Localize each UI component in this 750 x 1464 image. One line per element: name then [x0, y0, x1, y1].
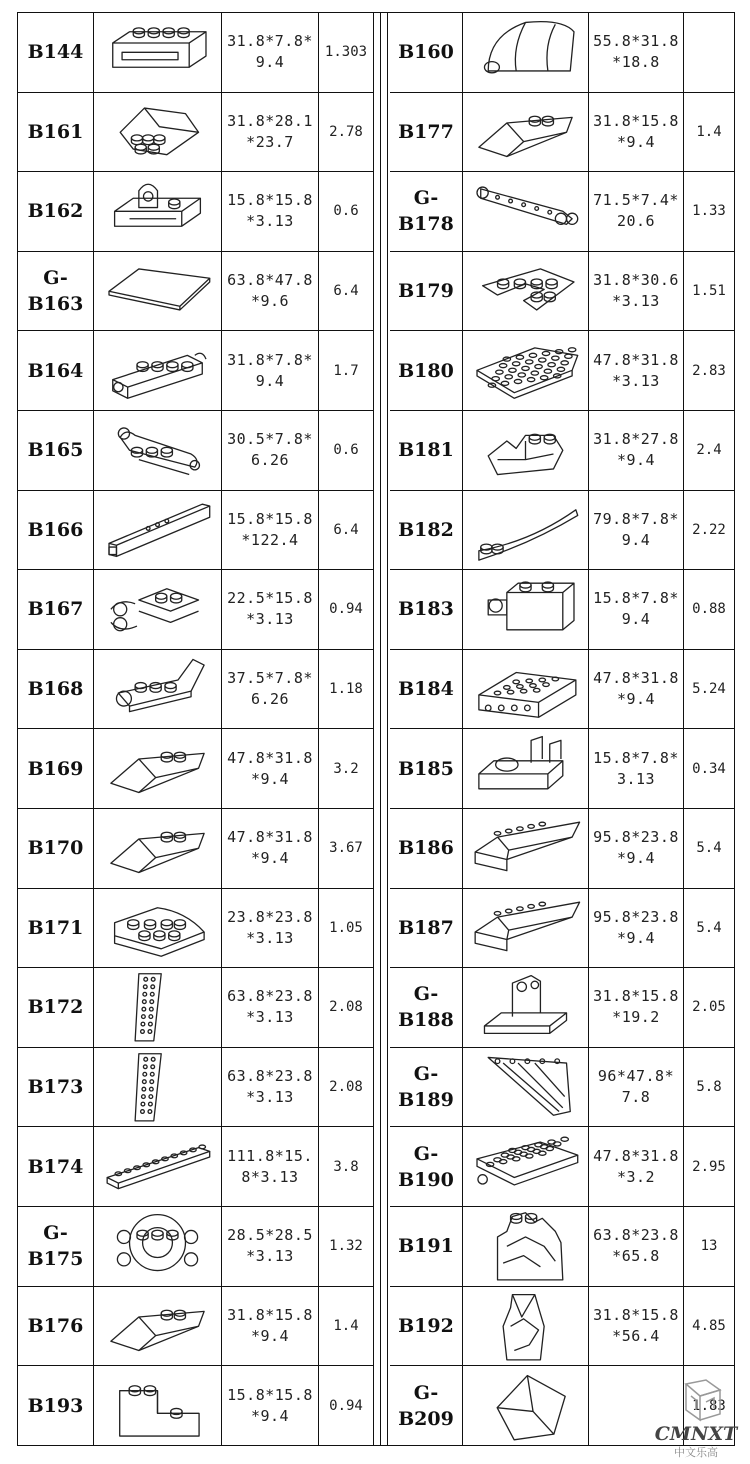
part-image — [463, 1048, 589, 1127]
table-row — [18, 809, 373, 889]
part-weight: 3.8 — [333, 1158, 359, 1175]
part-image — [94, 491, 222, 570]
part-code: G- B163 — [18, 252, 94, 331]
part-dimensions: 95.8*23.8 *9.4 — [589, 889, 684, 968]
table-row — [390, 93, 734, 173]
part-code: B177 — [390, 93, 463, 172]
wedge-plate-icon — [465, 333, 586, 408]
part-code: B192 — [390, 1287, 463, 1366]
table-row — [18, 889, 373, 969]
round-plate-icon — [96, 891, 219, 966]
table-row — [390, 1048, 734, 1128]
plate-brick-icon — [96, 15, 219, 90]
table-row — [18, 13, 373, 93]
part-weight: 2.83 — [692, 362, 726, 379]
part-image — [463, 570, 589, 649]
part-image — [94, 968, 222, 1047]
part-code: B174 — [18, 1127, 94, 1206]
notch-plate-icon — [465, 254, 586, 329]
table-row — [18, 331, 373, 411]
part-dimensions: 22.5*15.8 *3.13 — [222, 570, 319, 649]
part-code: B179 — [390, 252, 463, 331]
table-row — [18, 1207, 373, 1287]
part-code: B171 — [18, 889, 94, 968]
part-weight: 1.33 — [692, 203, 726, 220]
parts-table — [17, 12, 735, 1446]
part-weight: 1.303 — [324, 44, 368, 61]
part-image — [463, 809, 589, 888]
part-image — [463, 13, 589, 92]
parts-table-right — [390, 13, 734, 1445]
curved-arm-icon — [96, 652, 219, 727]
part-dimensions: 15.8*15.8 *3.13 — [222, 172, 319, 251]
table-row — [18, 570, 373, 650]
part-image — [94, 331, 222, 410]
part-code: B172 — [18, 968, 94, 1047]
part-code: B182 — [390, 491, 463, 570]
slope-plate-icon — [96, 95, 219, 170]
part-dimensions: 47.8*31.8 *9.4 — [222, 729, 319, 808]
table-row — [390, 331, 734, 411]
part-code: B169 — [18, 729, 94, 808]
part-weight: 1.4 — [696, 123, 722, 140]
part-image — [94, 1287, 222, 1366]
part-image — [463, 650, 589, 729]
part-dimensions: 63.8*23.8 *3.13 — [222, 1048, 319, 1127]
part-image — [94, 1127, 222, 1206]
table-row — [18, 1287, 373, 1367]
part-code: G- B190 — [390, 1127, 463, 1206]
clip-brick-icon — [465, 572, 586, 647]
part-code: B193 — [18, 1366, 94, 1446]
part-image — [94, 252, 222, 331]
part-weight: 0.6 — [333, 203, 359, 220]
part-weight: 0.34 — [692, 760, 726, 777]
watermark-sub: 中文乐高 — [674, 1446, 718, 1459]
studded-plate-icon — [465, 1129, 586, 1204]
table-row — [18, 491, 373, 571]
part-dimensions: 15.8*7.8* 9.4 — [589, 570, 684, 649]
part-dimensions: 63.8*23.8 *65.8 — [589, 1207, 684, 1286]
part-code: B183 — [390, 570, 463, 649]
part-dimensions: 63.8*23.8 *3.13 — [222, 968, 319, 1047]
part-dimensions: 23.8*23.8 *3.13 — [222, 889, 319, 968]
round-frame-icon — [96, 1209, 219, 1284]
part-code: B176 — [18, 1287, 94, 1366]
part-code: B160 — [390, 13, 463, 92]
part-image — [94, 93, 222, 172]
wedge-slope-icon — [96, 731, 219, 806]
technic-brick-icon — [465, 652, 586, 727]
part-image — [463, 93, 589, 172]
part-weight: 2.95 — [692, 1158, 726, 1175]
table-row — [390, 1207, 734, 1287]
table-row — [18, 968, 373, 1048]
part-weight: 1.32 — [329, 1238, 363, 1255]
table-row — [18, 1127, 373, 1207]
part-image — [94, 1048, 222, 1127]
part-weight: 1.51 — [692, 283, 726, 300]
part-image — [463, 968, 589, 1047]
part-weight: 2.4 — [696, 442, 722, 459]
part-weight: 0.94 — [329, 601, 363, 618]
part-dimensions: 63.8*47.8 *9.6 — [222, 252, 319, 331]
part-code: B185 — [390, 729, 463, 808]
part-image — [463, 1127, 589, 1206]
part-image — [94, 1366, 222, 1446]
part-code: B166 — [18, 491, 94, 570]
part-image — [463, 331, 589, 410]
table-row — [390, 809, 734, 889]
column-divider — [380, 13, 381, 1445]
table-row — [390, 729, 734, 809]
part-image — [463, 1366, 589, 1446]
part-code: B168 — [18, 650, 94, 729]
part-weight: 5.4 — [696, 840, 722, 857]
part-weight: 0.6 — [333, 442, 359, 459]
clip-plate-icon — [96, 174, 219, 249]
table-row — [390, 968, 734, 1048]
part-weight: 2.05 — [692, 999, 726, 1016]
long-wedge-icon — [465, 811, 586, 886]
table-row — [18, 172, 373, 252]
part-code: B170 — [18, 809, 94, 888]
rock-column-icon — [465, 1289, 586, 1364]
claw-plate-icon — [96, 572, 219, 647]
part-weight: 1.4 — [333, 1317, 359, 1334]
column-divider — [387, 13, 388, 1445]
part-dimensions: 15.8*15.8 *122.4 — [222, 491, 319, 570]
part-dimensions: 31.8*7.8* 9.4 — [222, 331, 319, 410]
table-row — [390, 1127, 734, 1207]
stand-bracket-icon — [465, 970, 586, 1045]
long-beam-icon — [96, 493, 219, 568]
link-bar-icon — [465, 174, 586, 249]
part-image — [94, 411, 222, 490]
part-weight: 6.4 — [333, 283, 359, 300]
part-dimensions: 95.8*23.8 *9.4 — [589, 809, 684, 888]
part-weight: 3.2 — [333, 760, 359, 777]
part-weight — [684, 13, 734, 92]
column-divider — [373, 13, 374, 1445]
table-row — [18, 411, 373, 491]
part-weight: 2.78 — [329, 123, 363, 140]
table-row — [390, 491, 734, 571]
part-image — [463, 411, 589, 490]
part-code: G- B178 — [390, 172, 463, 251]
part-image — [94, 570, 222, 649]
part-dimensions: 111.8*15. 8*3.13 — [222, 1127, 319, 1206]
table-row — [18, 1366, 373, 1446]
part-code: B165 — [18, 411, 94, 490]
watermark-brand: CMNXT — [654, 1423, 738, 1445]
part-dimensions: 31.8*30.6 *3.13 — [589, 252, 684, 331]
part-weight: 1.18 — [329, 681, 363, 698]
part-dimensions: 15.8*7.8* 3.13 — [589, 729, 684, 808]
cube-logo-icon — [648, 1376, 744, 1460]
part-code: B161 — [18, 93, 94, 172]
part-image — [94, 889, 222, 968]
corner-brick-icon — [96, 1368, 219, 1444]
part-code: B191 — [390, 1207, 463, 1286]
table-row — [18, 252, 373, 332]
part-dimensions: 47.8*31.8 *3.13 — [589, 331, 684, 410]
part-code: B162 — [18, 172, 94, 251]
nose-cone-icon — [465, 15, 586, 90]
wedge-slope-icon — [96, 811, 219, 886]
part-dimensions: 47.8*31.8 *3.2 — [589, 1127, 684, 1206]
part-image — [463, 889, 589, 968]
table-row — [390, 1287, 734, 1367]
part-image — [463, 491, 589, 570]
part-code: G- B189 — [390, 1048, 463, 1127]
long-wedge-icon — [465, 891, 586, 966]
part-code: B181 — [390, 411, 463, 490]
wedge-slope-icon — [465, 95, 586, 170]
part-dimensions: 15.8*15.8 *9.4 — [222, 1366, 319, 1446]
part-weight: 4.85 — [692, 1317, 726, 1334]
flat-tile-icon — [96, 254, 219, 329]
part-dimensions: 31.8*15.8 *19.2 — [589, 968, 684, 1047]
part-image — [463, 1287, 589, 1366]
part-weight: 6.4 — [333, 521, 359, 538]
wedge-slope-icon — [96, 1289, 219, 1364]
curved-tile-icon — [465, 493, 586, 568]
crane-arm-icon — [465, 1050, 586, 1125]
part-image — [463, 1207, 589, 1286]
part-weight: 0.94 — [329, 1397, 363, 1414]
parts-table-left — [18, 13, 373, 1445]
part-dimensions: 30.5*7.8* 6.26 — [222, 411, 319, 490]
part-dimensions: 31.8*7.8* 9.4 — [222, 13, 319, 92]
part-weight: 2.08 — [329, 1079, 363, 1096]
part-code: B184 — [390, 650, 463, 729]
table-row — [390, 172, 734, 252]
table-row — [390, 252, 734, 332]
wing-plate-icon — [96, 1050, 219, 1125]
part-dimensions: 31.8*27.8 *9.4 — [589, 411, 684, 490]
part-dimensions: 31.8*28.1 *23.7 — [222, 93, 319, 172]
part-weight: 5.4 — [696, 919, 722, 936]
part-image — [463, 172, 589, 251]
part-code: B167 — [18, 570, 94, 649]
table-row — [18, 1048, 373, 1128]
part-code: B164 — [18, 331, 94, 410]
part-image — [94, 809, 222, 888]
part-weight: 2.22 — [692, 521, 726, 538]
part-image — [94, 1207, 222, 1286]
part-image — [94, 650, 222, 729]
rock-panel-icon — [465, 1209, 586, 1284]
hinge-plate-icon — [465, 731, 586, 806]
part-weight: 5.8 — [696, 1079, 722, 1096]
part-dimensions: 28.5*28.5 *3.13 — [222, 1207, 319, 1286]
part-image — [463, 252, 589, 331]
part-dimensions: 31.8*15.8 *9.4 — [589, 93, 684, 172]
table-row — [390, 650, 734, 730]
part-weight: 13 — [700, 1238, 718, 1255]
table-row — [390, 570, 734, 650]
part-code: B187 — [390, 889, 463, 968]
part-dimensions: 71.5*7.4* 20.6 — [589, 172, 684, 251]
part-weight: 0.88 — [692, 601, 726, 618]
part-dimensions: 47.8*31.8 *9.4 — [589, 650, 684, 729]
part-image — [94, 729, 222, 808]
bracket-brick-icon — [465, 413, 586, 488]
part-weight: 5.24 — [692, 681, 726, 698]
part-code: G- B175 — [18, 1207, 94, 1286]
long-plate-icon — [96, 1129, 219, 1204]
part-weight: 1.83 — [692, 1397, 726, 1414]
watermark-logo — [648, 1376, 744, 1460]
part-code: B180 — [390, 331, 463, 410]
part-dimensions: 37.5*7.8* 6.26 — [222, 650, 319, 729]
part-dimensions: 79.8*7.8* 9.4 — [589, 491, 684, 570]
part-dimensions: 47.8*31.8 *9.4 — [222, 809, 319, 888]
part-code: B144 — [18, 13, 94, 92]
part-code: G- B209 — [390, 1366, 463, 1446]
part-code: G- B188 — [390, 968, 463, 1047]
bar-plate-icon — [96, 413, 219, 488]
table-row — [390, 889, 734, 969]
table-row — [18, 650, 373, 730]
part-weight: 3.67 — [329, 840, 363, 857]
hinge-brick-icon — [96, 333, 219, 408]
part-weight: 2.08 — [329, 999, 363, 1016]
part-weight: 1.05 — [329, 919, 363, 936]
part-code: B186 — [390, 809, 463, 888]
part-image — [463, 729, 589, 808]
part-dimensions: 31.8*15.8 *9.4 — [222, 1287, 319, 1366]
part-code: B173 — [18, 1048, 94, 1127]
part-dimensions: 55.8*31.8 *18.8 — [589, 13, 684, 92]
dome-slope-icon — [465, 1368, 586, 1444]
wing-plate-icon — [96, 970, 219, 1045]
table-row — [390, 411, 734, 491]
table-row — [18, 93, 373, 173]
table-row — [18, 729, 373, 809]
part-weight: 1.7 — [333, 362, 359, 379]
part-image — [94, 13, 222, 92]
part-dimensions: 31.8*15.8 *56.4 — [589, 1287, 684, 1366]
part-image — [94, 172, 222, 251]
part-dimensions: 96*47.8* 7.8 — [589, 1048, 684, 1127]
table-row — [390, 13, 734, 93]
